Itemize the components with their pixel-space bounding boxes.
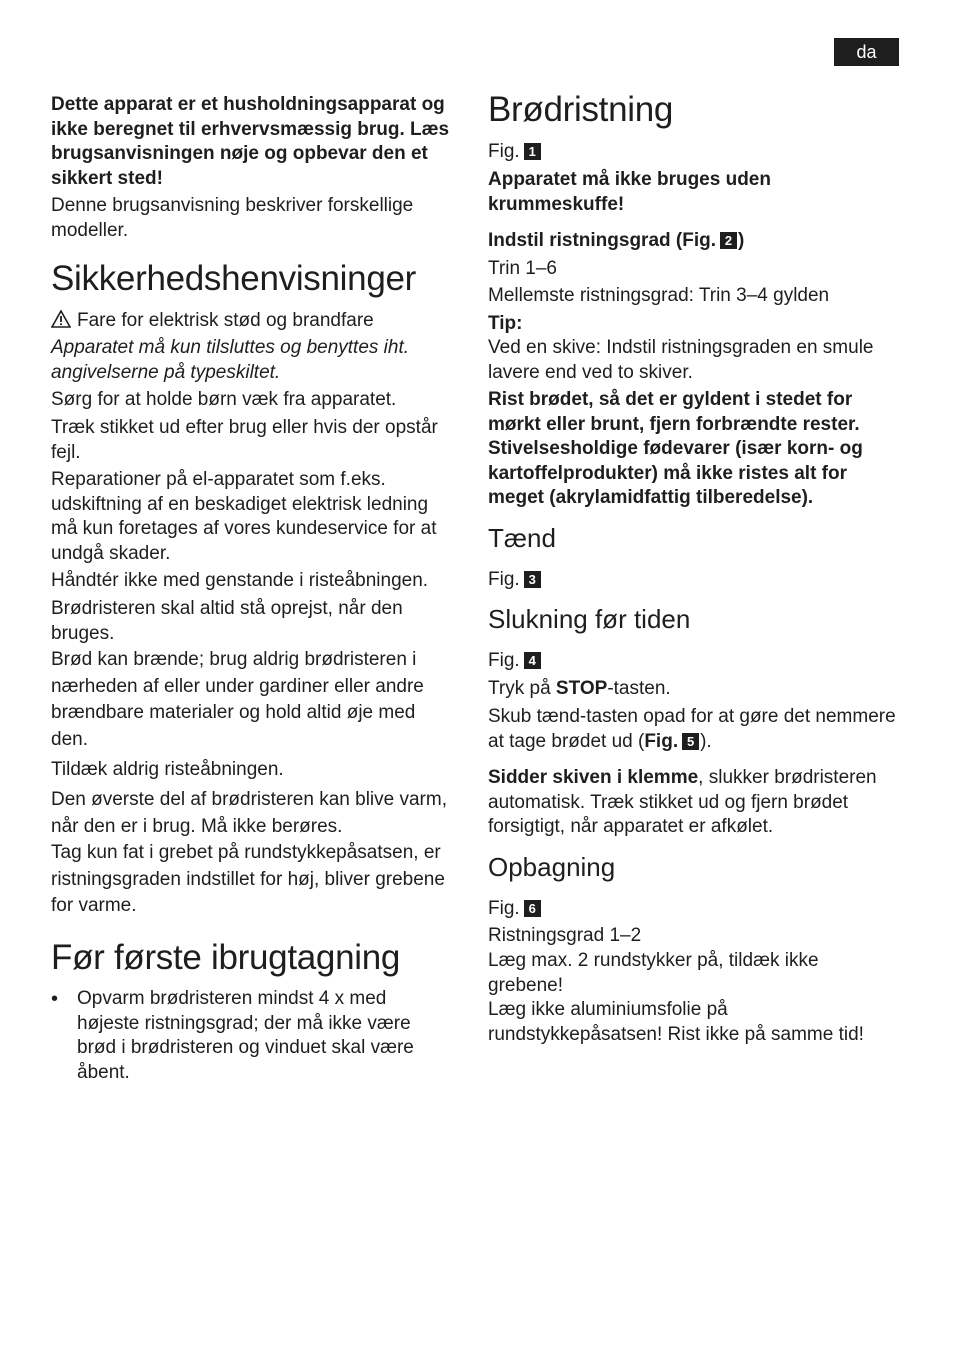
safety-paragraph: Træk stikket ud efter brug eller hvis der opstår fejl. xyxy=(51,417,438,463)
push-pre: Skub tænd-tasten opad for at gøre det nemmere at tage brødet ud ( xyxy=(488,706,896,752)
safety-paragraph: Håndtér ikke med genstande i risteåbningen. xyxy=(51,570,429,591)
no-tray-warning: Apparatet må ikke bruges uden krummeskuffe! xyxy=(488,169,771,215)
safety-paragraph: Brød kan brænde; brug aldrig brødristeren i nærheden af eller under gardiner eller andre brændbare materialer og hold altid øje med den. xyxy=(51,649,424,750)
safety-paragraph: Sørg for at holde børn væk fra apparatet. xyxy=(51,389,397,410)
toasting-advice: Rist brødet, så det er gyldent i stedet for mørkt eller brunt, fjern forbrændte rester. Stivelsesholdige fødevarer (især korn- og kartoffelprodukter) må ikke ristes alt for meget (akrylamidfattig tilberedelse). xyxy=(488,389,863,508)
figure-reference xyxy=(488,649,541,674)
tip-text: Ved en skive: Indstil ristningsgraden en smule lavere end ved to skiver. xyxy=(488,337,874,383)
figure-reference xyxy=(488,140,541,165)
on-heading: Tænd xyxy=(488,523,556,553)
warning-line xyxy=(51,309,374,334)
intro-bold-text: Dette apparat er et husholdningsapparat og ikke beregnet til erhvervsmæssig brug. Læs brugsanvisningen nøje og opbevar den et sikkert sted! xyxy=(51,94,450,189)
figure-number-badge: 2 xyxy=(720,232,737,249)
figure-reference xyxy=(488,897,541,922)
bullet-icon: • xyxy=(51,988,59,1010)
intro-text: Denne brugsanvisning beskriver forskellige modeller. xyxy=(51,195,414,241)
figure-label: Fig. xyxy=(488,898,520,919)
figure-number-badge: 6 xyxy=(524,900,541,917)
stop-key-label: STOP xyxy=(555,678,608,699)
figure-reference xyxy=(488,568,541,593)
figure-label: Fig. xyxy=(488,569,520,590)
figure-label: Fig. xyxy=(644,730,679,752)
toasting-heading: Brødristning xyxy=(488,90,674,129)
jammed-slice-body: , slukker brødristeren automatisk. Træk stikket ud og fjern brødet forsigtigt, når apparatet er afkølet. xyxy=(488,767,877,837)
tip-label: Tip: xyxy=(488,313,523,334)
safety-paragraph: Tildæk aldrig risteåbningen. xyxy=(51,759,284,780)
figure-number-badge: 1 xyxy=(524,143,541,160)
figure-label: Fig. xyxy=(488,141,520,162)
off-heading: Slukning før tiden xyxy=(488,604,691,634)
set-degree-close: ) xyxy=(738,230,745,251)
warning-label: Fare for elektrisk stød og brandfare xyxy=(77,310,374,331)
jammed-slice-label: Sidder skiven i klemme xyxy=(488,767,699,788)
press-pre: Tryk på xyxy=(488,678,556,699)
medium-degree-text: Mellemste ristningsgrad: Trin 3–4 gylden xyxy=(488,285,830,306)
press-post: -tasten. xyxy=(607,678,671,699)
bake-rolls-text: Læg max. 2 rundstykker på, tildæk ikke grebene! xyxy=(488,950,819,996)
set-degree-label: Indstil ristningsgrad (Fig. xyxy=(488,230,716,251)
press-stop-text xyxy=(488,677,671,702)
first-use-heading: Før første ibrugtagning xyxy=(51,938,401,977)
bake-foil-text: Læg ikke aluminiumsfolie på rundstykkepåsatsen! Rist ikke på samme tid! xyxy=(488,999,864,1045)
figure-number-badge: 3 xyxy=(524,571,541,588)
push-lever-text xyxy=(488,705,898,754)
safety-paragraph: Reparationer på el-apparatet som f.eks. udskiftning af en beskadiget elektrisk ledning må kun foretages af vores kundeservice for at undgå skader. xyxy=(51,469,437,564)
safety-heading: Sikkerhedshenvisninger xyxy=(51,259,417,298)
levels-text: Trin 1–6 xyxy=(488,258,557,279)
figure-label: Fig. xyxy=(488,650,520,671)
language-badge: da xyxy=(834,38,899,66)
warning-triangle-icon xyxy=(51,310,71,328)
jammed-slice-text xyxy=(488,766,898,840)
bake-heading: Opbagning xyxy=(488,852,616,882)
list-item xyxy=(51,987,431,1085)
safety-paragraph: Brødristeren skal altid stå oprejst, når den bruges. xyxy=(51,598,403,644)
figure-number-badge: 4 xyxy=(524,652,541,669)
warning-italic-text: Apparatet må kun tilsluttes og benyttes iht. angivelserne på typeskiltet. xyxy=(51,337,410,383)
push-post: ). xyxy=(700,730,712,752)
first-use-step: Opvarm brødristeren mindst 4 x med højeste ristningsgrad; der må ikke være brød i brødristeren og vinduet skal være åbent. xyxy=(77,988,414,1083)
safety-paragraph: Tag kun fat i grebet på rundstykkepåsatsen, er ristningsgraden indstillet for høj, bliver grebene for varme. xyxy=(51,842,445,916)
figure-number-badge: 5 xyxy=(682,733,699,750)
safety-paragraph: Den øverste del af brødristeren kan blive varm, når den er i brug. Må ikke berøres. xyxy=(51,789,447,837)
set-degree-heading xyxy=(488,229,744,254)
bake-degree-text: Ristningsgrad 1–2 xyxy=(488,925,642,946)
